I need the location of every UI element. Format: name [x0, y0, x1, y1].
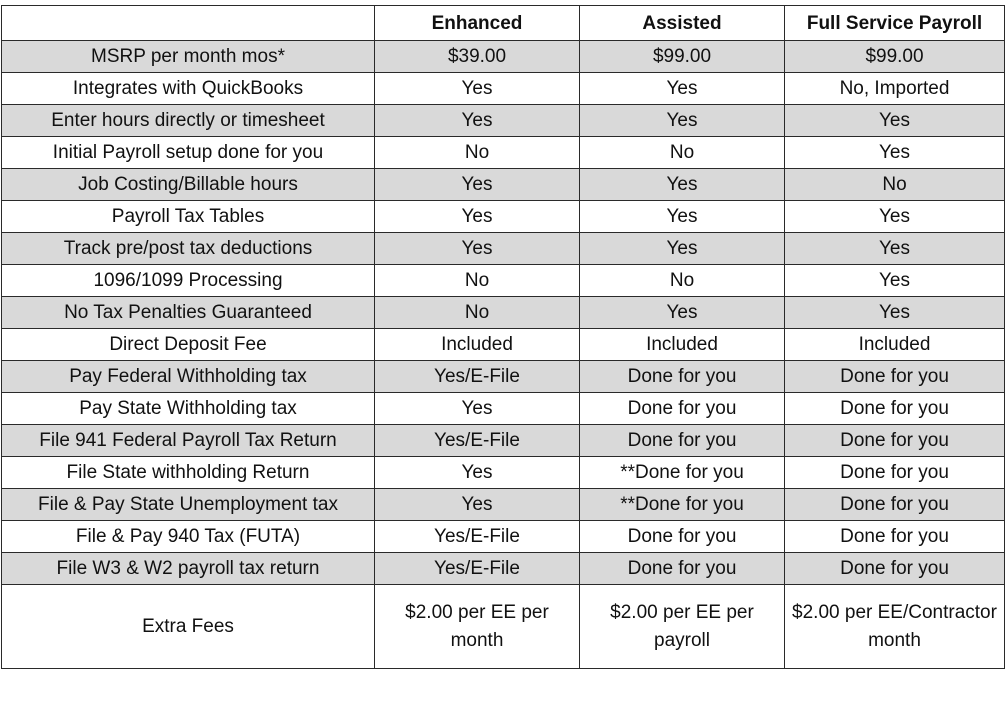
cell-enhanced: Yes: [375, 73, 580, 105]
cell-full-service: Done for you: [785, 361, 1005, 393]
table-row: [2, 329, 1005, 361]
table-row: [2, 489, 1005, 521]
cell-enhanced: No: [375, 137, 580, 169]
header-cell-assisted: Assisted: [580, 6, 785, 41]
cell-full-service: Done for you: [785, 521, 1005, 553]
table-row: [2, 393, 1005, 425]
row-label: File & Pay State Unemployment tax: [2, 489, 375, 521]
row-label: File State withholding Return: [2, 457, 375, 489]
header-cell-feature: [2, 6, 375, 41]
cell-assisted: Done for you: [580, 521, 785, 553]
cell-assisted: Done for you: [580, 393, 785, 425]
row-label: File 941 Federal Payroll Tax Return: [2, 425, 375, 457]
header-cell-full-service: Full Service Payroll: [785, 6, 1005, 41]
row-label: Enter hours directly or timesheet: [2, 105, 375, 137]
cell-assisted: Yes: [580, 233, 785, 265]
cell-assisted: Yes: [580, 201, 785, 233]
cell-full-service: Yes: [785, 137, 1005, 169]
row-label: MSRP per month mos*: [2, 41, 375, 73]
table-row: [2, 425, 1005, 457]
cell-assisted: Yes: [580, 169, 785, 201]
header-cell-enhanced: Enhanced: [375, 6, 580, 41]
cell-enhanced: Yes/E-File: [375, 553, 580, 585]
cell-assisted: Done for you: [580, 553, 785, 585]
cell-enhanced: $2.00 per EE per month: [375, 585, 580, 669]
cell-enhanced: No: [375, 297, 580, 329]
row-label: Pay State Withholding tax: [2, 393, 375, 425]
cell-enhanced: Yes: [375, 169, 580, 201]
cell-assisted: No: [580, 137, 785, 169]
cell-assisted: Done for you: [580, 425, 785, 457]
cell-full-service: $99.00: [785, 41, 1005, 73]
table-row: [2, 73, 1005, 105]
cell-full-service: Yes: [785, 297, 1005, 329]
cell-enhanced: Yes: [375, 105, 580, 137]
table-row: [2, 137, 1005, 169]
cell-full-service: Done for you: [785, 457, 1005, 489]
row-label: Integrates with QuickBooks: [2, 73, 375, 105]
cell-enhanced: Yes/E-File: [375, 425, 580, 457]
cell-full-service: Done for you: [785, 393, 1005, 425]
row-label: Payroll Tax Tables: [2, 201, 375, 233]
table-row: [2, 233, 1005, 265]
cell-assisted: **Done for you: [580, 457, 785, 489]
table-row: [2, 585, 1005, 669]
table-row: [2, 201, 1005, 233]
payroll-comparison-table: [1, 5, 1005, 669]
cell-assisted: Done for you: [580, 361, 785, 393]
table-row: [2, 521, 1005, 553]
cell-assisted: Yes: [580, 297, 785, 329]
cell-enhanced: Yes: [375, 201, 580, 233]
table-row: [2, 361, 1005, 393]
cell-enhanced: Yes: [375, 233, 580, 265]
cell-full-service: Yes: [785, 201, 1005, 233]
cell-enhanced: Yes: [375, 489, 580, 521]
cell-assisted: $2.00 per EE per payroll: [580, 585, 785, 669]
cell-full-service: No, Imported: [785, 73, 1005, 105]
row-label: Track pre/post tax deductions: [2, 233, 375, 265]
cell-assisted: **Done for you: [580, 489, 785, 521]
cell-enhanced: Yes: [375, 457, 580, 489]
cell-full-service: Yes: [785, 265, 1005, 297]
row-label: Job Costing/Billable hours: [2, 169, 375, 201]
cell-assisted: $99.00: [580, 41, 785, 73]
cell-enhanced: $39.00: [375, 41, 580, 73]
table-row: [2, 169, 1005, 201]
cell-enhanced: No: [375, 265, 580, 297]
table-row: [2, 265, 1005, 297]
row-label: Initial Payroll setup done for you: [2, 137, 375, 169]
cell-enhanced: Yes/E-File: [375, 361, 580, 393]
cell-full-service: Done for you: [785, 553, 1005, 585]
cell-full-service: Included: [785, 329, 1005, 361]
row-label: Pay Federal Withholding tax: [2, 361, 375, 393]
cell-full-service: $2.00 per EE/Contractor month: [785, 585, 1005, 669]
cell-assisted: Yes: [580, 73, 785, 105]
table-row: [2, 553, 1005, 585]
cell-full-service: Yes: [785, 105, 1005, 137]
cell-full-service: No: [785, 169, 1005, 201]
cell-assisted: Included: [580, 329, 785, 361]
row-label: File W3 & W2 payroll tax return: [2, 553, 375, 585]
table-row: [2, 41, 1005, 73]
cell-assisted: Yes: [580, 105, 785, 137]
cell-full-service: Yes: [785, 233, 1005, 265]
cell-full-service: Done for you: [785, 425, 1005, 457]
cell-enhanced: Yes: [375, 393, 580, 425]
header-row: [2, 6, 1005, 41]
table-row: [2, 105, 1005, 137]
cell-full-service: Done for you: [785, 489, 1005, 521]
row-label: File & Pay 940 Tax (FUTA): [2, 521, 375, 553]
row-label: Extra Fees: [2, 585, 375, 669]
row-label: No Tax Penalties Guaranteed: [2, 297, 375, 329]
cell-enhanced: Yes/E-File: [375, 521, 580, 553]
cell-assisted: No: [580, 265, 785, 297]
row-label: 1096/1099 Processing: [2, 265, 375, 297]
table-row: [2, 297, 1005, 329]
table-row: [2, 457, 1005, 489]
cell-enhanced: Included: [375, 329, 580, 361]
row-label: Direct Deposit Fee: [2, 329, 375, 361]
